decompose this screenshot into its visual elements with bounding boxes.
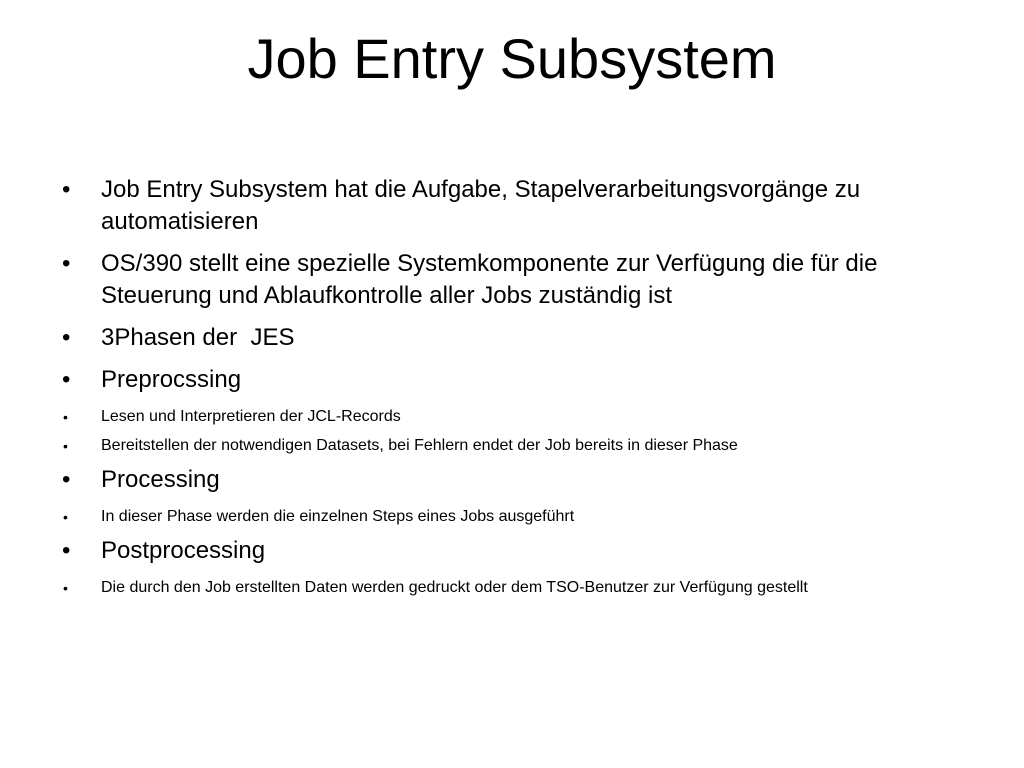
bullet-icon: • bbox=[63, 409, 68, 425]
bullet-text: Job Entry Subsystem hat die Aufgabe, Stapelverarbeitungsvorgänge zu automatisieren bbox=[101, 176, 861, 235]
bullet-icon: • bbox=[63, 509, 68, 525]
bullet-item bbox=[62, 406, 982, 428]
slide-title: Job Entry Subsystem bbox=[247, 27, 777, 90]
bullet-item bbox=[62, 535, 982, 567]
bullet-text: Postprocessing bbox=[101, 537, 266, 564]
bullet-item bbox=[62, 364, 982, 396]
bullet-item bbox=[62, 577, 982, 599]
bullet-icon: • bbox=[62, 366, 71, 393]
bullet-icon: • bbox=[62, 250, 71, 277]
bullet-text: Processing bbox=[101, 466, 220, 493]
bullet-text: Die durch den Job erstellten Daten werden gedruckt oder dem TSO-Benutzer zur Verfügung gestellt bbox=[101, 579, 808, 596]
bullet-item bbox=[62, 506, 982, 528]
bullet-text: Preprocssing bbox=[101, 366, 242, 393]
bullet-item bbox=[62, 248, 982, 312]
bullet-text: In dieser Phase werden die einzelnen Steps eines Jobs ausgeführt bbox=[101, 508, 575, 525]
bullet-icon: • bbox=[62, 537, 71, 564]
bullet-item bbox=[62, 174, 982, 238]
bullet-item bbox=[62, 435, 982, 457]
bullet-text: 3Phasen der JES bbox=[101, 324, 295, 351]
bullet-item bbox=[62, 322, 982, 354]
bullet-icon: • bbox=[62, 466, 71, 493]
bullet-icon: • bbox=[63, 438, 68, 454]
bullet-icon: • bbox=[62, 324, 71, 351]
bullet-text: Bereitstellen der notwendigen Datasets, bei Fehlern endet der Job bereits in dieser Phase bbox=[101, 437, 738, 454]
bullet-text: Lesen und Interpretieren der JCL-Records bbox=[101, 408, 401, 425]
bullet-icon: • bbox=[62, 176, 71, 203]
bullet-icon: • bbox=[63, 580, 68, 596]
bullet-list bbox=[62, 174, 982, 606]
bullet-item bbox=[62, 464, 982, 496]
bullet-text: OS/390 stellt eine spezielle Systemkomponente zur Verfügung die für die Steuerung und Ablaufkontrolle aller Jobs zuständig ist bbox=[101, 250, 878, 309]
